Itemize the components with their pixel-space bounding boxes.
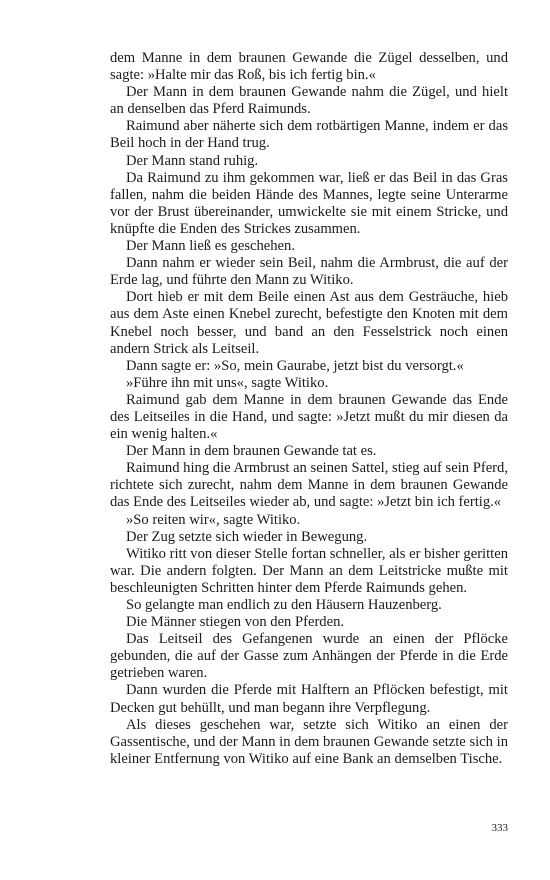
paragraph: Der Zug setzte sich wieder in Bewegung. bbox=[126, 528, 368, 545]
paragraph: Raimund aber näherte sich dem rotbärtigen Manne, indem er das Beil hoch in der Hand trug. bbox=[110, 118, 508, 152]
paragraph: »So reiten wir«, sagte Witiko. bbox=[126, 511, 301, 528]
paragraph: So gelangte man endlich zu den Häusern Hauzenberg. bbox=[126, 597, 442, 613]
paragraph: Dann sagte er: »So, mein Gaurabe, jetzt bist du versorgt.« bbox=[126, 357, 464, 374]
paragraph: Der Mann in dem braunen Gewande tat es. bbox=[126, 443, 377, 460]
paragraph: Als dieses geschehen war, setzte sich Witiko an einen der Gassentische, und der Mann in dem braunen Gewande setzte sich in kleiner Entfernung von Witiko auf eine Bank an demselben Tische. bbox=[110, 716, 508, 767]
paragraph: Dort hieb er mit dem Beile einen Ast aus dem Gesträuche, hieb aus dem Aste einen Knebel zurecht, befestigte den Knoten mit dem Knebel noch besser, und band an den Fesselstrick noch einen andern Strick als Leitseil. bbox=[110, 289, 508, 357]
paragraph: Witiko ritt von dieser Stelle fortan schneller, als er bisher geritten war. Die andern folgten. Der Mann an dem Leitstricke mußte mit beschleunigten Schritten hinter dem Pferde Raimunds gehen. bbox=[110, 545, 508, 596]
paragraph: Das Leitseil des Gefangenen wurde an einen der Pflöcke gebunden, die auf der Gasse zum Anhängen der Pferde in die Erde getrieben waren. bbox=[110, 631, 508, 682]
paragraph: Der Mann stand ruhig. bbox=[126, 152, 259, 169]
paragraph: Dann wurden die Pferde mit Halftern an Pflöcken befestigt, mit Decken gut behüllt, und man begann ihre Verpflegung. bbox=[110, 682, 508, 716]
paragraph: Der Mann in dem braunen Gewande nahm die Zügel, und hielt an denselben das Pferd Raimunds. bbox=[110, 84, 508, 118]
body-text bbox=[110, 50, 508, 768]
paragraph: Raimund hing die Armbrust an seinen Sattel, stieg auf sein Pferd, richtete sich zurecht, nahm dem Manne in dem braunen Gewande das Ende des Leitseiles wieder ab, und sagte: »Jetzt bin ich fertig.« bbox=[110, 460, 508, 511]
paragraph: Die Männer stiegen von den Pferden. bbox=[126, 614, 345, 631]
paragraph: »Führe ihn mit uns«, sagte Witiko. bbox=[126, 374, 329, 391]
paragraph: Der Mann ließ es geschehen. bbox=[126, 238, 295, 255]
paragraph: Raimund gab dem Manne in dem braunen Gewande das Ende des Leitseiles in die Hand, und sagte: »Jetzt mußt du mir diesen da ein wenig halten.« bbox=[110, 391, 508, 443]
page-number: 333 bbox=[491, 822, 508, 834]
paragraph-continuation: dem Manne in dem braunen Gewande die Zügel desselben, und sagte: »Halte mir das Roß, bis ich fertig bin.« bbox=[110, 50, 508, 84]
paragraph: Dann nahm er wieder sein Beil, nahm die Armbrust, die auf der Erde lag, und führte den Mann zu Witiko. bbox=[110, 255, 508, 289]
paragraph: Da Raimund zu ihm gekommen war, ließ er das Beil in das Gras fallen, nahm die beiden Hände des Mannes, legte seine Unterarme vor der Brust übereinander, umwickelte sie mit einem Stricke, und knüpfte die Enden des Strickes zusammen. bbox=[110, 169, 508, 237]
